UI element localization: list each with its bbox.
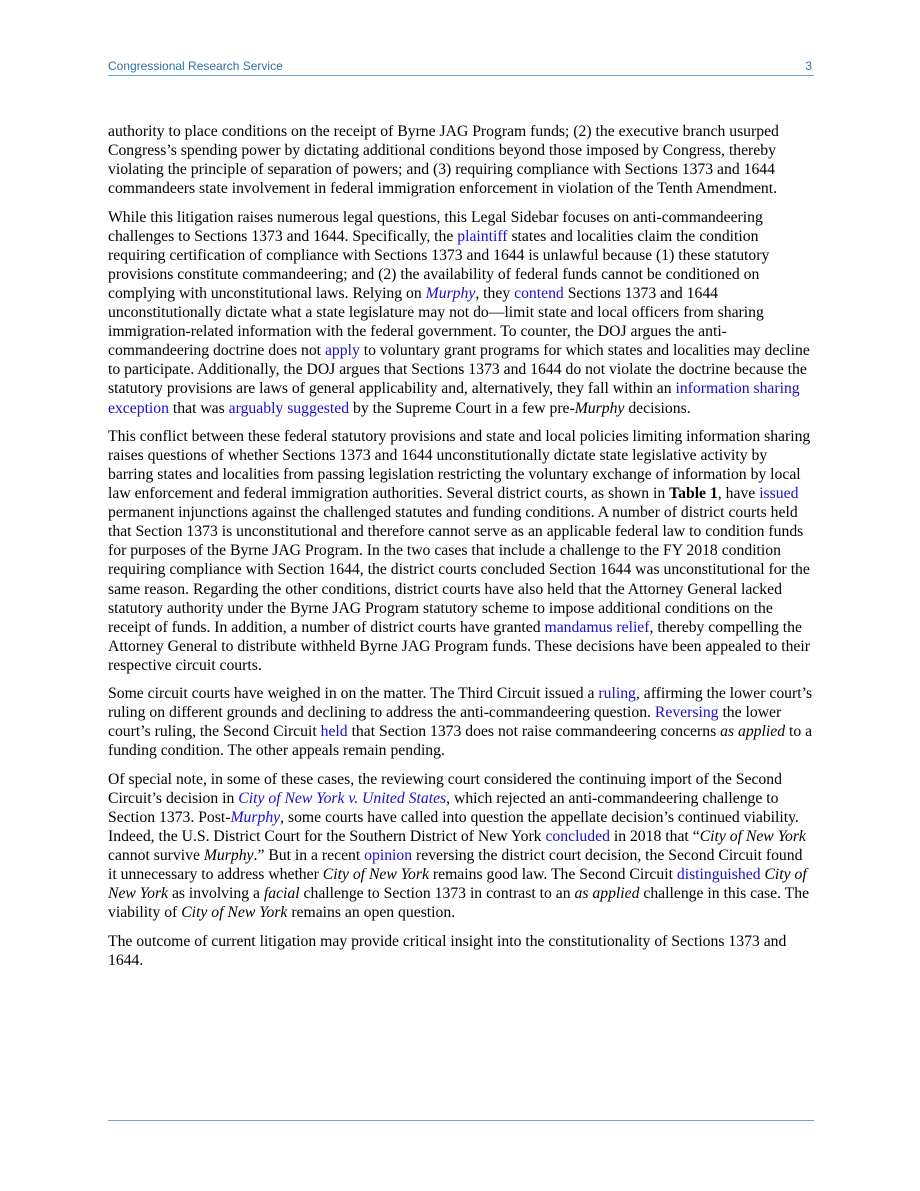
text-run: Some circuit courts have weighed in on the matter. The Third Circuit issued a: [108, 685, 599, 703]
hyperlink[interactable]: concluded: [545, 828, 610, 846]
italic-text: as applied: [574, 885, 640, 903]
hyperlink[interactable]: ruling: [598, 685, 636, 703]
page-header: [108, 57, 814, 76]
text-run: challenge to Section 1373 in contrast to an: [299, 885, 575, 903]
text-run: the lower court’s ruling, the Second Circuit: [108, 704, 782, 741]
text-run: decisions.: [624, 399, 691, 417]
footer-rule: [108, 1120, 814, 1121]
italic-text: City of New York: [181, 904, 288, 922]
hyperlink[interactable]: information sharing exception: [108, 380, 800, 417]
header-source: Congressional Research Service: [108, 59, 283, 73]
italic-text: Murphy: [574, 399, 625, 417]
text-run: authority to place conditions on the receipt of Byrne JAG Program funds; (2) the executive branch usurped Congress’s spending power by dictating additional conditions beyond those imposed by Congress, thereby violating the principle of separation of powers; and (3) requiring compliance with Sections 1373 and 1644 commandeers state involvement in federal immigration enforcement in violation of the Tenth Amendment.: [108, 123, 779, 198]
body-paragraph: [108, 208, 814, 418]
italic-text: facial: [263, 885, 300, 903]
hyperlink[interactable]: Murphy: [425, 284, 476, 302]
text-run: reversing the district court decision, the Second Circuit found it unnecessary to address whether: [108, 847, 803, 884]
hyperlink[interactable]: mandamus relief: [544, 618, 650, 636]
text-run: cannot survive: [108, 847, 204, 865]
text-run: remains an open question.: [287, 904, 456, 922]
hyperlink[interactable]: arguably suggested: [228, 399, 350, 417]
hyperlink[interactable]: distinguished: [676, 866, 761, 884]
text-run: to voluntary grant programs for which states and localities may decline to participate. Additionally, the DOJ argues that Sections 1373 and 1644 do not violate the doctrine because the statutory provisions are laws of general applicability and, alternatively, they fall within an: [108, 342, 810, 398]
hyperlink[interactable]: plaintiff: [457, 227, 508, 245]
hyperlink[interactable]: held: [320, 723, 348, 741]
text-run: by the Supreme Court in a few pre-: [349, 399, 575, 417]
body-paragraph: [108, 932, 814, 970]
body-paragraph: [108, 684, 814, 760]
hyperlink[interactable]: apply: [324, 342, 360, 360]
text-run: in 2018 that “: [609, 828, 700, 846]
hyperlink[interactable]: Murphy: [230, 808, 281, 826]
text-run: that was: [168, 399, 229, 417]
italic-text: City of New York: [699, 828, 806, 846]
text-run: , some courts have called into question the appellate decision’s continued viability. Indeed, the U.S. District Court for the Southern District of New York: [108, 808, 799, 846]
text-run: that Section 1373 does not raise commandeering concerns: [347, 723, 721, 741]
text-run: to a funding condition. The other appeals remain pending.: [108, 723, 813, 760]
text-run: remains good law. The Second Circuit: [428, 866, 677, 884]
document-body: [108, 122, 814, 979]
text-run: as involving a: [168, 885, 264, 903]
body-paragraph: [108, 427, 814, 675]
italic-text: City of New York: [322, 866, 429, 884]
page-number: 3: [805, 59, 812, 73]
text-run: , which rejected an anti-commandeering challenge to Section 1373. Post-: [108, 789, 779, 826]
text-run: , they: [475, 284, 515, 302]
text-run: , have: [717, 485, 760, 503]
body-paragraph: [108, 122, 814, 198]
hyperlink[interactable]: opinion: [364, 847, 413, 865]
body-paragraph: [108, 770, 814, 923]
text-run: permanent injunctions against the challenged statutes and funding conditions. A number of district courts held that Section 1373 is unconstitutional and therefore cannot serve as an applicable federal law to condition funds for purposes of the Byrne JAG Program. In the two cases that include a challenge to the FY 2018 condition requiring compliance with Section 1644, the district courts concluded Section 1644 was unconstitutional for the same reason. Regarding the other conditions, district courts have also held that the Attorney General lacked statutory authority under the Byrne JAG Program statutory scheme to impose additional conditions on the receipt of funds. In addition, a number of district courts have granted: [108, 504, 810, 636]
text-run: , thereby compelling the Attorney General to distribute withheld Byrne JAG Program funds. These decisions have been appealed to their respective circuit courts.: [108, 618, 810, 674]
italic-text: City of New York: [108, 866, 807, 903]
text-run: Sections 1373 and 1644 unconstitutionally dictate what a state legislature may not do—limit state and local officers from sharing immigration-related information with the federal government. To counter, the DOJ argues the anti-commandeering doctrine does not: [108, 284, 764, 360]
text-run: This conflict between these federal statutory provisions and state and local policies limiting information sharing raises questions of whether Sections 1373 and 1644 unconstitutionally dictate state legislative activity by barring states and localities from passing legislation restricting the voluntary exchange of information by local law enforcement and federal immigration authorities. Several district courts, as shown in: [108, 427, 811, 503]
text-run: .” But in a recent: [253, 847, 365, 865]
hyperlink[interactable]: contend: [514, 284, 564, 302]
italic-text: Murphy: [203, 847, 254, 865]
text-run: While this litigation raises numerous legal questions, this Legal Sidebar focuses on anti-commandeering challenges to Sections 1373 and 1644. Specifically, the: [108, 208, 763, 245]
text-run: Of special note, in some of these cases, the reviewing court considered the continuing import of the Second Circuit’s decision in: [108, 770, 782, 807]
bold-text: Table 1: [669, 485, 718, 503]
hyperlink[interactable]: City of New York v. United States: [238, 789, 447, 807]
hyperlink[interactable]: issued: [759, 485, 799, 503]
text-run: The outcome of current litigation may provide critical insight into the constitutionality of Sections 1373 and 1644.: [108, 932, 787, 969]
text-run: states and localities claim the condition requiring certification of compliance with Sections 1373 and 1644 is unlawful because (1) these statutory provisions constitute commandeering; and (2) the availability of federal funds cannot be conditioned on complying with unconstitutional laws. Relying on: [108, 227, 770, 302]
text-run: , affirming the lower court’s ruling on different grounds and declining to address the anti-commandeering question.: [108, 685, 813, 722]
italic-text: as applied: [720, 723, 786, 741]
text-run: challenge in this case. The viability of: [108, 885, 810, 922]
hyperlink[interactable]: Reversing: [654, 704, 719, 722]
